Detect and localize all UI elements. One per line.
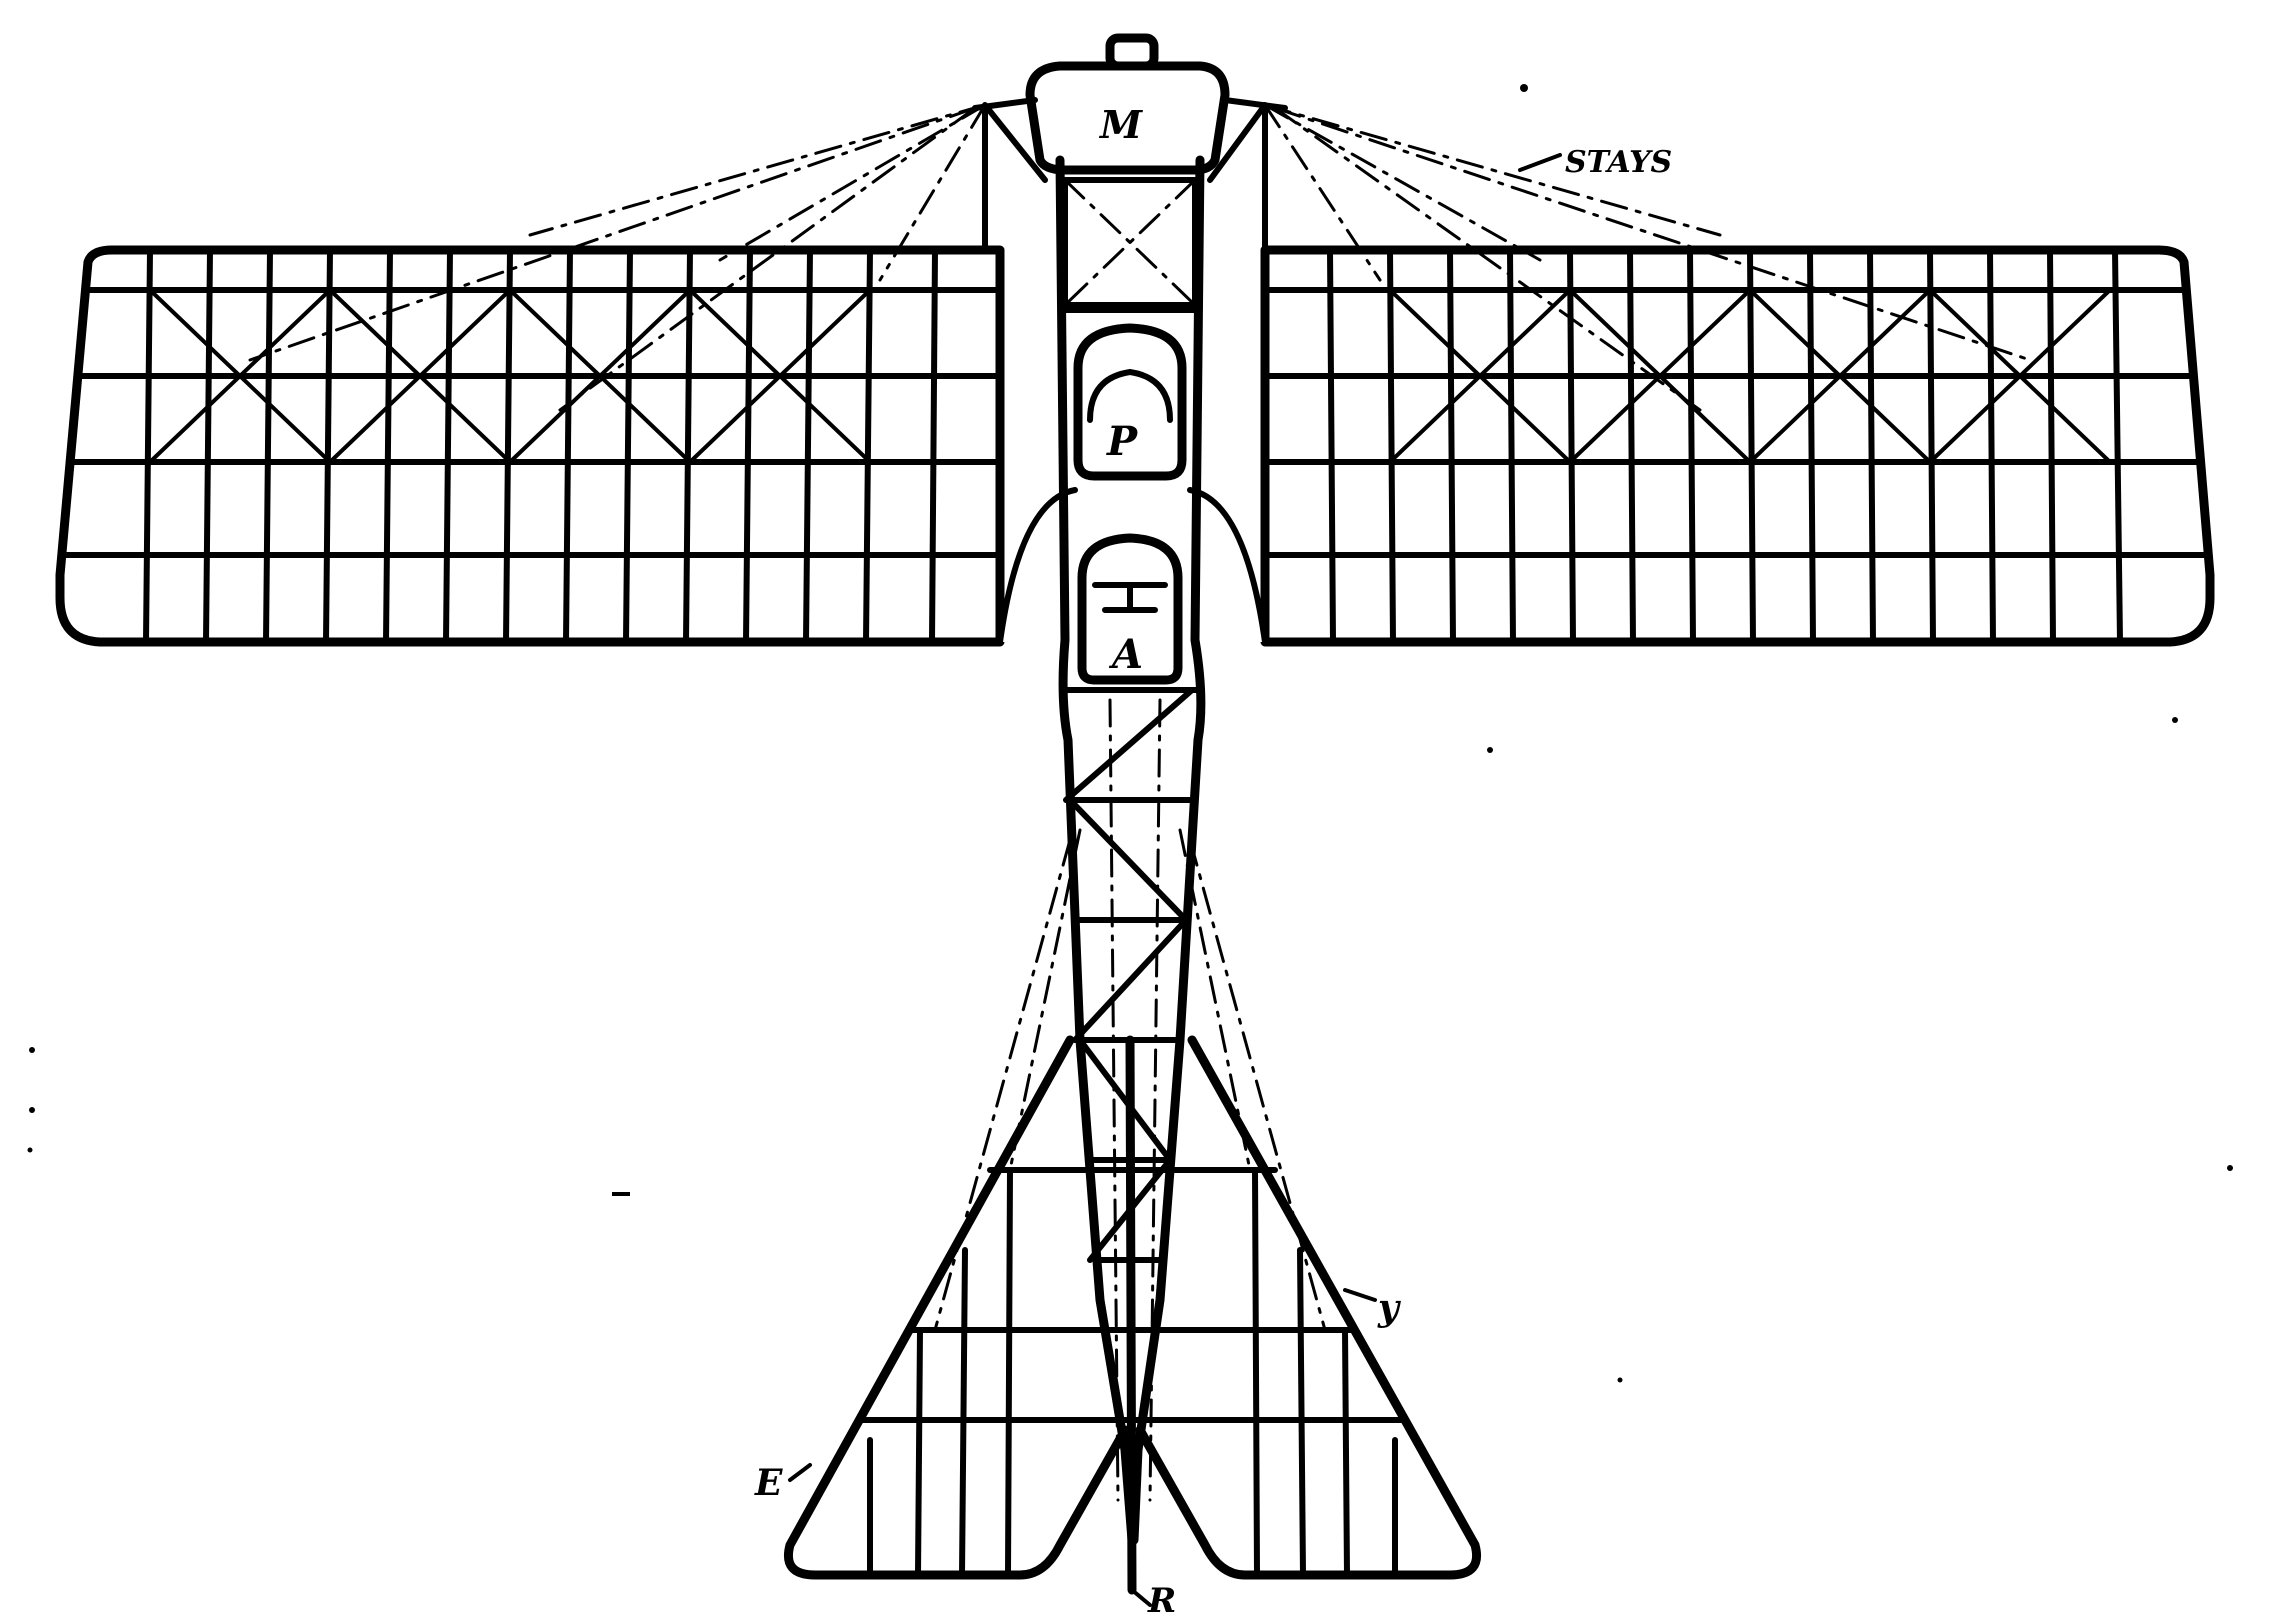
stay-wire [250,108,975,360]
tail-elevator [788,1040,1476,1590]
passenger-label: A [1112,631,1144,678]
right-wing [1265,250,2210,642]
motor-label: M [1100,102,1143,147]
right-elevator-outline [1140,1040,1477,1575]
tail-stay-pointer [1345,1290,1375,1300]
stays-label: STAYS [1565,145,1673,180]
left-wing [60,250,1000,642]
left-elevator-outline [788,1040,1125,1575]
stays-pointer [1520,155,1560,170]
tail-stay-label: y [1378,1287,1399,1329]
elevator-label: E [755,1462,783,1504]
rudder-post [1130,1040,1132,1590]
rudder-label: R [1148,1581,1177,1621]
annotation-labels [754,145,1672,1621]
pilot-label: P [1107,418,1138,465]
pilot-seat [1078,328,1182,476]
elevator-pointer [790,1465,810,1480]
stay-wire [530,105,985,235]
